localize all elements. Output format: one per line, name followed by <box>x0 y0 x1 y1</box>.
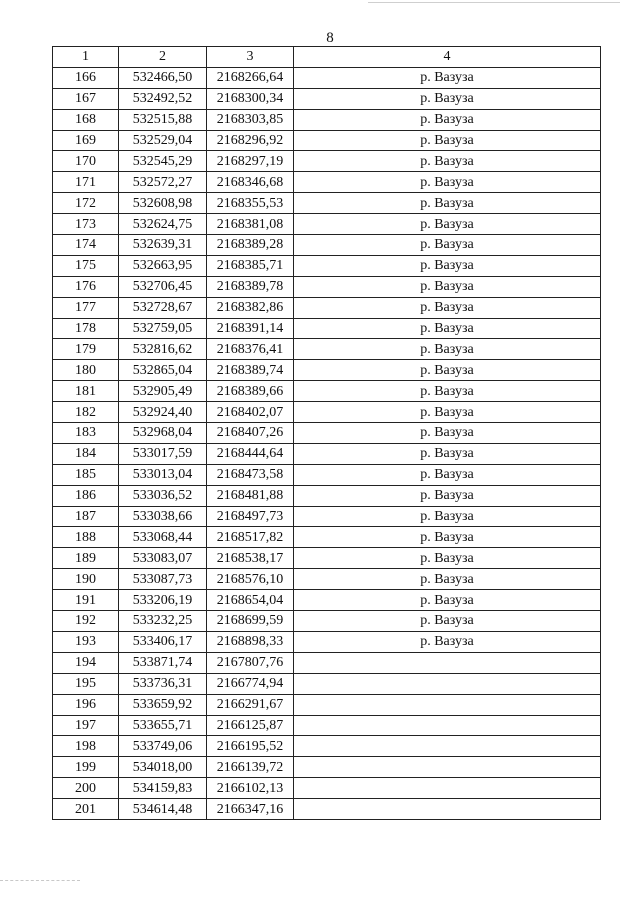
header-col-2: 2 <box>119 47 207 68</box>
table-row <box>53 757 601 778</box>
y-coordinate-cell: 2168538,17 <box>207 548 294 569</box>
y-coordinate-cell: 2168300,34 <box>207 88 294 109</box>
y-coordinate-cell: 2166139,72 <box>207 757 294 778</box>
x-coordinate-cell: 533406,17 <box>119 631 207 652</box>
point-number-cell: 173 <box>53 214 119 235</box>
y-coordinate-cell: 2168389,78 <box>207 276 294 297</box>
x-coordinate-cell: 532466,50 <box>119 67 207 88</box>
description-cell <box>294 736 601 757</box>
point-number-cell: 199 <box>53 757 119 778</box>
table-row <box>53 778 601 799</box>
x-coordinate-cell: 532663,95 <box>119 255 207 276</box>
table-row <box>53 590 601 611</box>
table-row <box>53 527 601 548</box>
x-coordinate-cell: 533017,59 <box>119 443 207 464</box>
x-coordinate-cell: 532572,27 <box>119 172 207 193</box>
point-number-cell: 166 <box>53 67 119 88</box>
table-row <box>53 318 601 339</box>
description-cell <box>294 778 601 799</box>
description-cell: р. Вазуза <box>294 67 601 88</box>
description-cell: р. Вазуза <box>294 590 601 611</box>
table-header-row <box>53 47 601 68</box>
point-number-cell: 181 <box>53 381 119 402</box>
y-coordinate-cell: 2168699,59 <box>207 611 294 632</box>
table-row <box>53 130 601 151</box>
point-number-cell: 176 <box>53 276 119 297</box>
y-coordinate-cell: 2168497,73 <box>207 506 294 527</box>
x-coordinate-cell: 533013,04 <box>119 464 207 485</box>
y-coordinate-cell: 2168517,82 <box>207 527 294 548</box>
x-coordinate-cell: 533036,52 <box>119 485 207 506</box>
description-cell <box>294 715 601 736</box>
y-coordinate-cell: 2168402,07 <box>207 402 294 423</box>
point-number-cell: 175 <box>53 255 119 276</box>
description-cell: р. Вазуза <box>294 569 601 590</box>
point-number-cell: 187 <box>53 506 119 527</box>
description-cell: р. Вазуза <box>294 527 601 548</box>
table-row <box>53 506 601 527</box>
point-number-cell: 170 <box>53 151 119 172</box>
y-coordinate-cell: 2168381,08 <box>207 214 294 235</box>
description-cell: р. Вазуза <box>294 381 601 402</box>
description-cell: р. Вазуза <box>294 548 601 569</box>
y-coordinate-cell: 2166195,52 <box>207 736 294 757</box>
point-number-cell: 201 <box>53 799 119 820</box>
table-row <box>53 715 601 736</box>
table-row <box>53 485 601 506</box>
table-row <box>53 799 601 820</box>
table-row <box>53 88 601 109</box>
description-cell <box>294 673 601 694</box>
y-coordinate-cell: 2168266,64 <box>207 67 294 88</box>
x-coordinate-cell: 532759,05 <box>119 318 207 339</box>
table-body <box>53 67 601 819</box>
point-number-cell: 188 <box>53 527 119 548</box>
description-cell: р. Вазуза <box>294 297 601 318</box>
point-number-cell: 168 <box>53 109 119 130</box>
point-number-cell: 192 <box>53 611 119 632</box>
y-coordinate-cell: 2168385,71 <box>207 255 294 276</box>
table-row <box>53 172 601 193</box>
y-coordinate-cell: 2168389,66 <box>207 381 294 402</box>
description-cell: р. Вазуза <box>294 235 601 256</box>
x-coordinate-cell: 532728,67 <box>119 297 207 318</box>
point-number-cell: 179 <box>53 339 119 360</box>
description-cell: р. Вазуза <box>294 318 601 339</box>
point-number-cell: 189 <box>53 548 119 569</box>
description-cell: р. Вазуза <box>294 611 601 632</box>
description-cell <box>294 799 601 820</box>
point-number-cell: 167 <box>53 88 119 109</box>
table-row <box>53 214 601 235</box>
header-col-3: 3 <box>207 47 294 68</box>
description-cell: р. Вазуза <box>294 402 601 423</box>
description-cell: р. Вазуза <box>294 214 601 235</box>
description-cell: р. Вазуза <box>294 506 601 527</box>
y-coordinate-cell: 2166125,87 <box>207 715 294 736</box>
table-row <box>53 548 601 569</box>
x-coordinate-cell: 532545,29 <box>119 151 207 172</box>
coordinates-table <box>52 46 601 820</box>
header-col-1: 1 <box>53 47 119 68</box>
table-row <box>53 443 601 464</box>
x-coordinate-cell: 532816,62 <box>119 339 207 360</box>
table-row <box>53 193 601 214</box>
x-coordinate-cell: 533736,31 <box>119 673 207 694</box>
x-coordinate-cell: 534018,00 <box>119 757 207 778</box>
table-row <box>53 673 601 694</box>
point-number-cell: 197 <box>53 715 119 736</box>
description-cell: р. Вазуза <box>294 464 601 485</box>
y-coordinate-cell: 2168376,41 <box>207 339 294 360</box>
y-coordinate-cell: 2168407,26 <box>207 423 294 444</box>
x-coordinate-cell: 533038,66 <box>119 506 207 527</box>
point-number-cell: 186 <box>53 485 119 506</box>
description-cell: р. Вазуза <box>294 443 601 464</box>
point-number-cell: 194 <box>53 652 119 673</box>
description-cell: р. Вазуза <box>294 631 601 652</box>
table-row <box>53 235 601 256</box>
table-row <box>53 694 601 715</box>
point-number-cell: 184 <box>53 443 119 464</box>
y-coordinate-cell: 2168346,68 <box>207 172 294 193</box>
table-row <box>53 67 601 88</box>
y-coordinate-cell: 2168391,14 <box>207 318 294 339</box>
table-row <box>53 423 601 444</box>
description-cell: р. Вазуза <box>294 255 601 276</box>
y-coordinate-cell: 2168444,64 <box>207 443 294 464</box>
y-coordinate-cell: 2167807,76 <box>207 652 294 673</box>
table-row <box>53 151 601 172</box>
point-number-cell: 196 <box>53 694 119 715</box>
point-number-cell: 193 <box>53 631 119 652</box>
x-coordinate-cell: 532608,98 <box>119 193 207 214</box>
x-coordinate-cell: 533749,06 <box>119 736 207 757</box>
x-coordinate-cell: 533068,44 <box>119 527 207 548</box>
x-coordinate-cell: 533206,19 <box>119 590 207 611</box>
table-row <box>53 297 601 318</box>
y-coordinate-cell: 2168473,58 <box>207 464 294 485</box>
description-cell: р. Вазуза <box>294 339 601 360</box>
point-number-cell: 174 <box>53 235 119 256</box>
y-coordinate-cell: 2168355,53 <box>207 193 294 214</box>
description-cell <box>294 757 601 778</box>
table-row <box>53 255 601 276</box>
y-coordinate-cell: 2166291,67 <box>207 694 294 715</box>
x-coordinate-cell: 533659,92 <box>119 694 207 715</box>
header-col-4: 4 <box>294 47 601 68</box>
table-row <box>53 464 601 485</box>
description-cell: р. Вазуза <box>294 276 601 297</box>
table-row <box>53 360 601 381</box>
x-coordinate-cell: 533083,07 <box>119 548 207 569</box>
description-cell: р. Вазуза <box>294 88 601 109</box>
table-row <box>53 381 601 402</box>
description-cell <box>294 652 601 673</box>
description-cell: р. Вазуза <box>294 360 601 381</box>
table-row <box>53 276 601 297</box>
y-coordinate-cell: 2168303,85 <box>207 109 294 130</box>
description-cell: р. Вазуза <box>294 109 601 130</box>
table-row <box>53 652 601 673</box>
x-coordinate-cell: 532624,75 <box>119 214 207 235</box>
x-coordinate-cell: 533087,73 <box>119 569 207 590</box>
description-cell <box>294 694 601 715</box>
scan-edge-line <box>368 2 620 3</box>
x-coordinate-cell: 534159,83 <box>119 778 207 799</box>
point-number-cell: 171 <box>53 172 119 193</box>
y-coordinate-cell: 2168382,86 <box>207 297 294 318</box>
y-coordinate-cell: 2168389,28 <box>207 235 294 256</box>
x-coordinate-cell: 532968,04 <box>119 423 207 444</box>
description-cell: р. Вазуза <box>294 485 601 506</box>
description-cell: р. Вазуза <box>294 151 601 172</box>
point-number-cell: 198 <box>53 736 119 757</box>
x-coordinate-cell: 533232,25 <box>119 611 207 632</box>
x-coordinate-cell: 532924,40 <box>119 402 207 423</box>
description-cell: р. Вазуза <box>294 172 601 193</box>
x-coordinate-cell: 532706,45 <box>119 276 207 297</box>
point-number-cell: 185 <box>53 464 119 485</box>
y-coordinate-cell: 2166347,16 <box>207 799 294 820</box>
y-coordinate-cell: 2168297,19 <box>207 151 294 172</box>
x-coordinate-cell: 533655,71 <box>119 715 207 736</box>
table-row <box>53 569 601 590</box>
table-row <box>53 736 601 757</box>
x-coordinate-cell: 532529,04 <box>119 130 207 151</box>
point-number-cell: 200 <box>53 778 119 799</box>
x-coordinate-cell: 532865,04 <box>119 360 207 381</box>
y-coordinate-cell: 2168481,88 <box>207 485 294 506</box>
description-cell: р. Вазуза <box>294 130 601 151</box>
point-number-cell: 172 <box>53 193 119 214</box>
table-row <box>53 631 601 652</box>
description-cell: р. Вазуза <box>294 423 601 444</box>
x-coordinate-cell: 532515,88 <box>119 109 207 130</box>
table-row <box>53 611 601 632</box>
point-number-cell: 191 <box>53 590 119 611</box>
y-coordinate-cell: 2168296,92 <box>207 130 294 151</box>
point-number-cell: 182 <box>53 402 119 423</box>
point-number-cell: 169 <box>53 130 119 151</box>
y-coordinate-cell: 2168576,10 <box>207 569 294 590</box>
y-coordinate-cell: 2168654,04 <box>207 590 294 611</box>
point-number-cell: 183 <box>53 423 119 444</box>
scan-edge-mark <box>0 880 80 881</box>
y-coordinate-cell: 2168898,33 <box>207 631 294 652</box>
point-number-cell: 195 <box>53 673 119 694</box>
x-coordinate-cell: 534614,48 <box>119 799 207 820</box>
table-row <box>53 109 601 130</box>
x-coordinate-cell: 532492,52 <box>119 88 207 109</box>
point-number-cell: 190 <box>53 569 119 590</box>
table-row <box>53 402 601 423</box>
table-row <box>53 339 601 360</box>
y-coordinate-cell: 2166102,13 <box>207 778 294 799</box>
x-coordinate-cell: 533871,74 <box>119 652 207 673</box>
y-coordinate-cell: 2168389,74 <box>207 360 294 381</box>
page-number: 8 <box>326 30 334 46</box>
point-number-cell: 177 <box>53 297 119 318</box>
x-coordinate-cell: 532905,49 <box>119 381 207 402</box>
y-coordinate-cell: 2166774,94 <box>207 673 294 694</box>
x-coordinate-cell: 532639,31 <box>119 235 207 256</box>
description-cell: р. Вазуза <box>294 193 601 214</box>
point-number-cell: 178 <box>53 318 119 339</box>
point-number-cell: 180 <box>53 360 119 381</box>
